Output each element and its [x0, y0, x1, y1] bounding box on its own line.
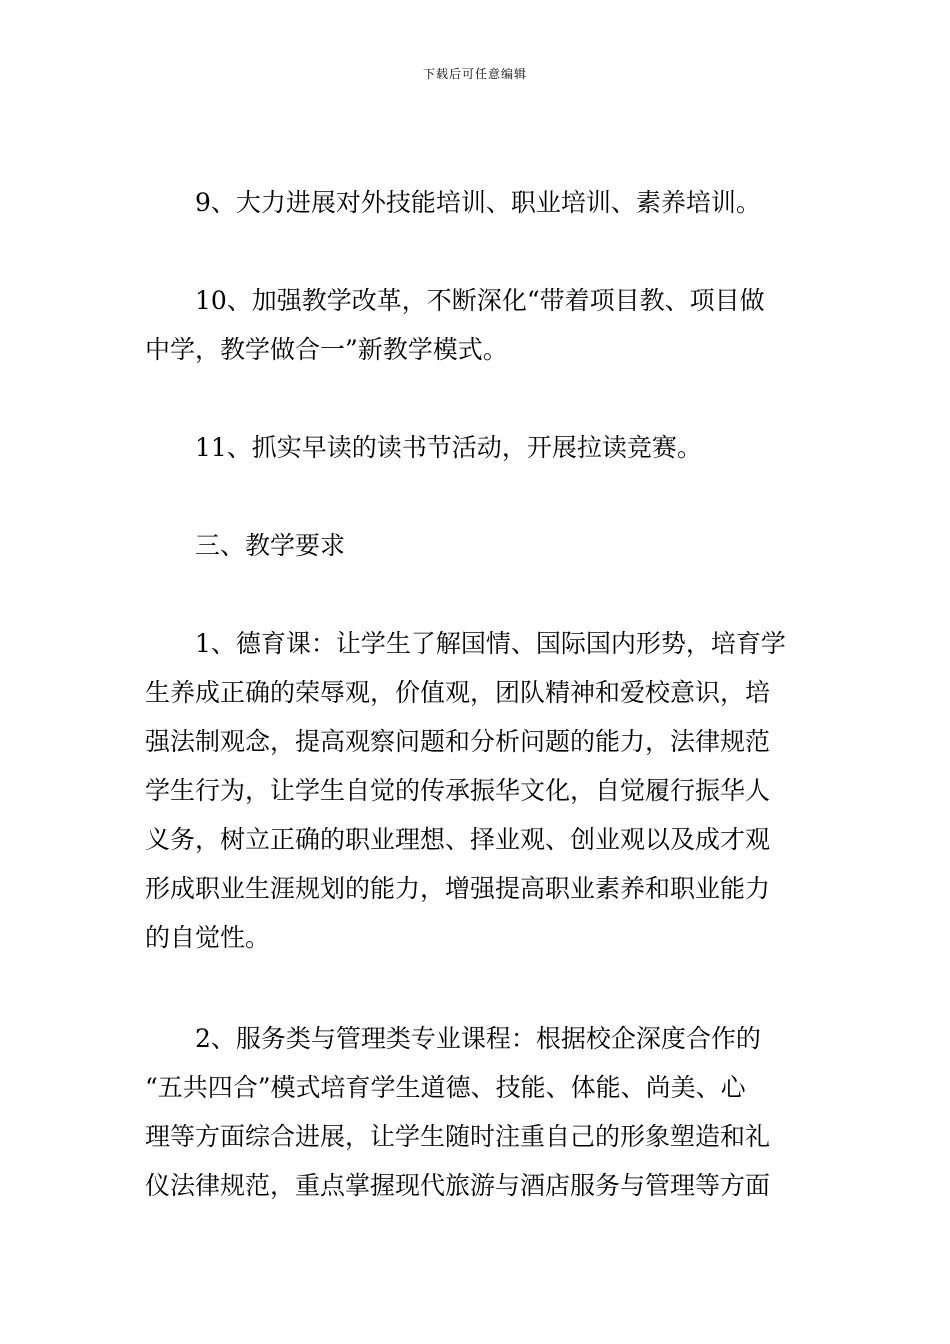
paragraph-item-10 [145, 276, 810, 374]
text-line: 中学，教学做合一”新教学模式。 [145, 335, 508, 364]
text-line: 学生行为，让学生自觉的传承振华文化，自觉履行振华人 [145, 776, 771, 805]
text-line: 强法制观念，提高观察问题和分析问题的能力，法律规范 [145, 727, 771, 756]
text-line: 形成职业生涯规划的能力，增强提高职业素养和职业能力 [145, 874, 771, 903]
text-line: 理等方面综合进展，让学生随时注重自己的形象塑造和礼 [145, 1122, 771, 1151]
heading-text: 三、教学要求 [195, 531, 346, 560]
page-header-note: 下载后可任意编辑 [422, 67, 527, 81]
text-line: 1、德育课：让学生了解国情、国际国内形势，培育学 [195, 629, 786, 658]
text-line: 仪法律规范，重点掌握现代旅游与酒店服务与管理等方面 [145, 1171, 771, 1200]
text-line: 义务，树立正确的职业理想、择业观、创业观以及成才观 [145, 825, 771, 854]
paragraph-moral-education [145, 619, 810, 962]
text-line: 2、服务类与管理类专业课程：根据校企深度合作的 [195, 1024, 761, 1053]
paragraph-item-9 [145, 178, 810, 227]
text-line: 11、抓实早读的读书节活动，开展拉读竞赛。 [195, 433, 702, 462]
text-line: “五共四合”模式培育学生道德、技能、体能、尚美、心 [145, 1073, 746, 1102]
text-line: 生养成正确的荣辱观，价值观，团队精神和爱校意识，培 [145, 678, 771, 707]
paragraph-item-11 [145, 423, 810, 472]
text-line: 10、加强教学改革，不断深化“带着项目教、项目做 [195, 286, 765, 315]
text-line: 9、大力进展对外技能培训、职业培训、素养培训。 [195, 188, 761, 217]
document-body [145, 178, 810, 1210]
paragraph-service-courses [145, 1014, 810, 1210]
section-heading [145, 521, 810, 570]
text-line: 的自觉性。 [145, 923, 271, 952]
